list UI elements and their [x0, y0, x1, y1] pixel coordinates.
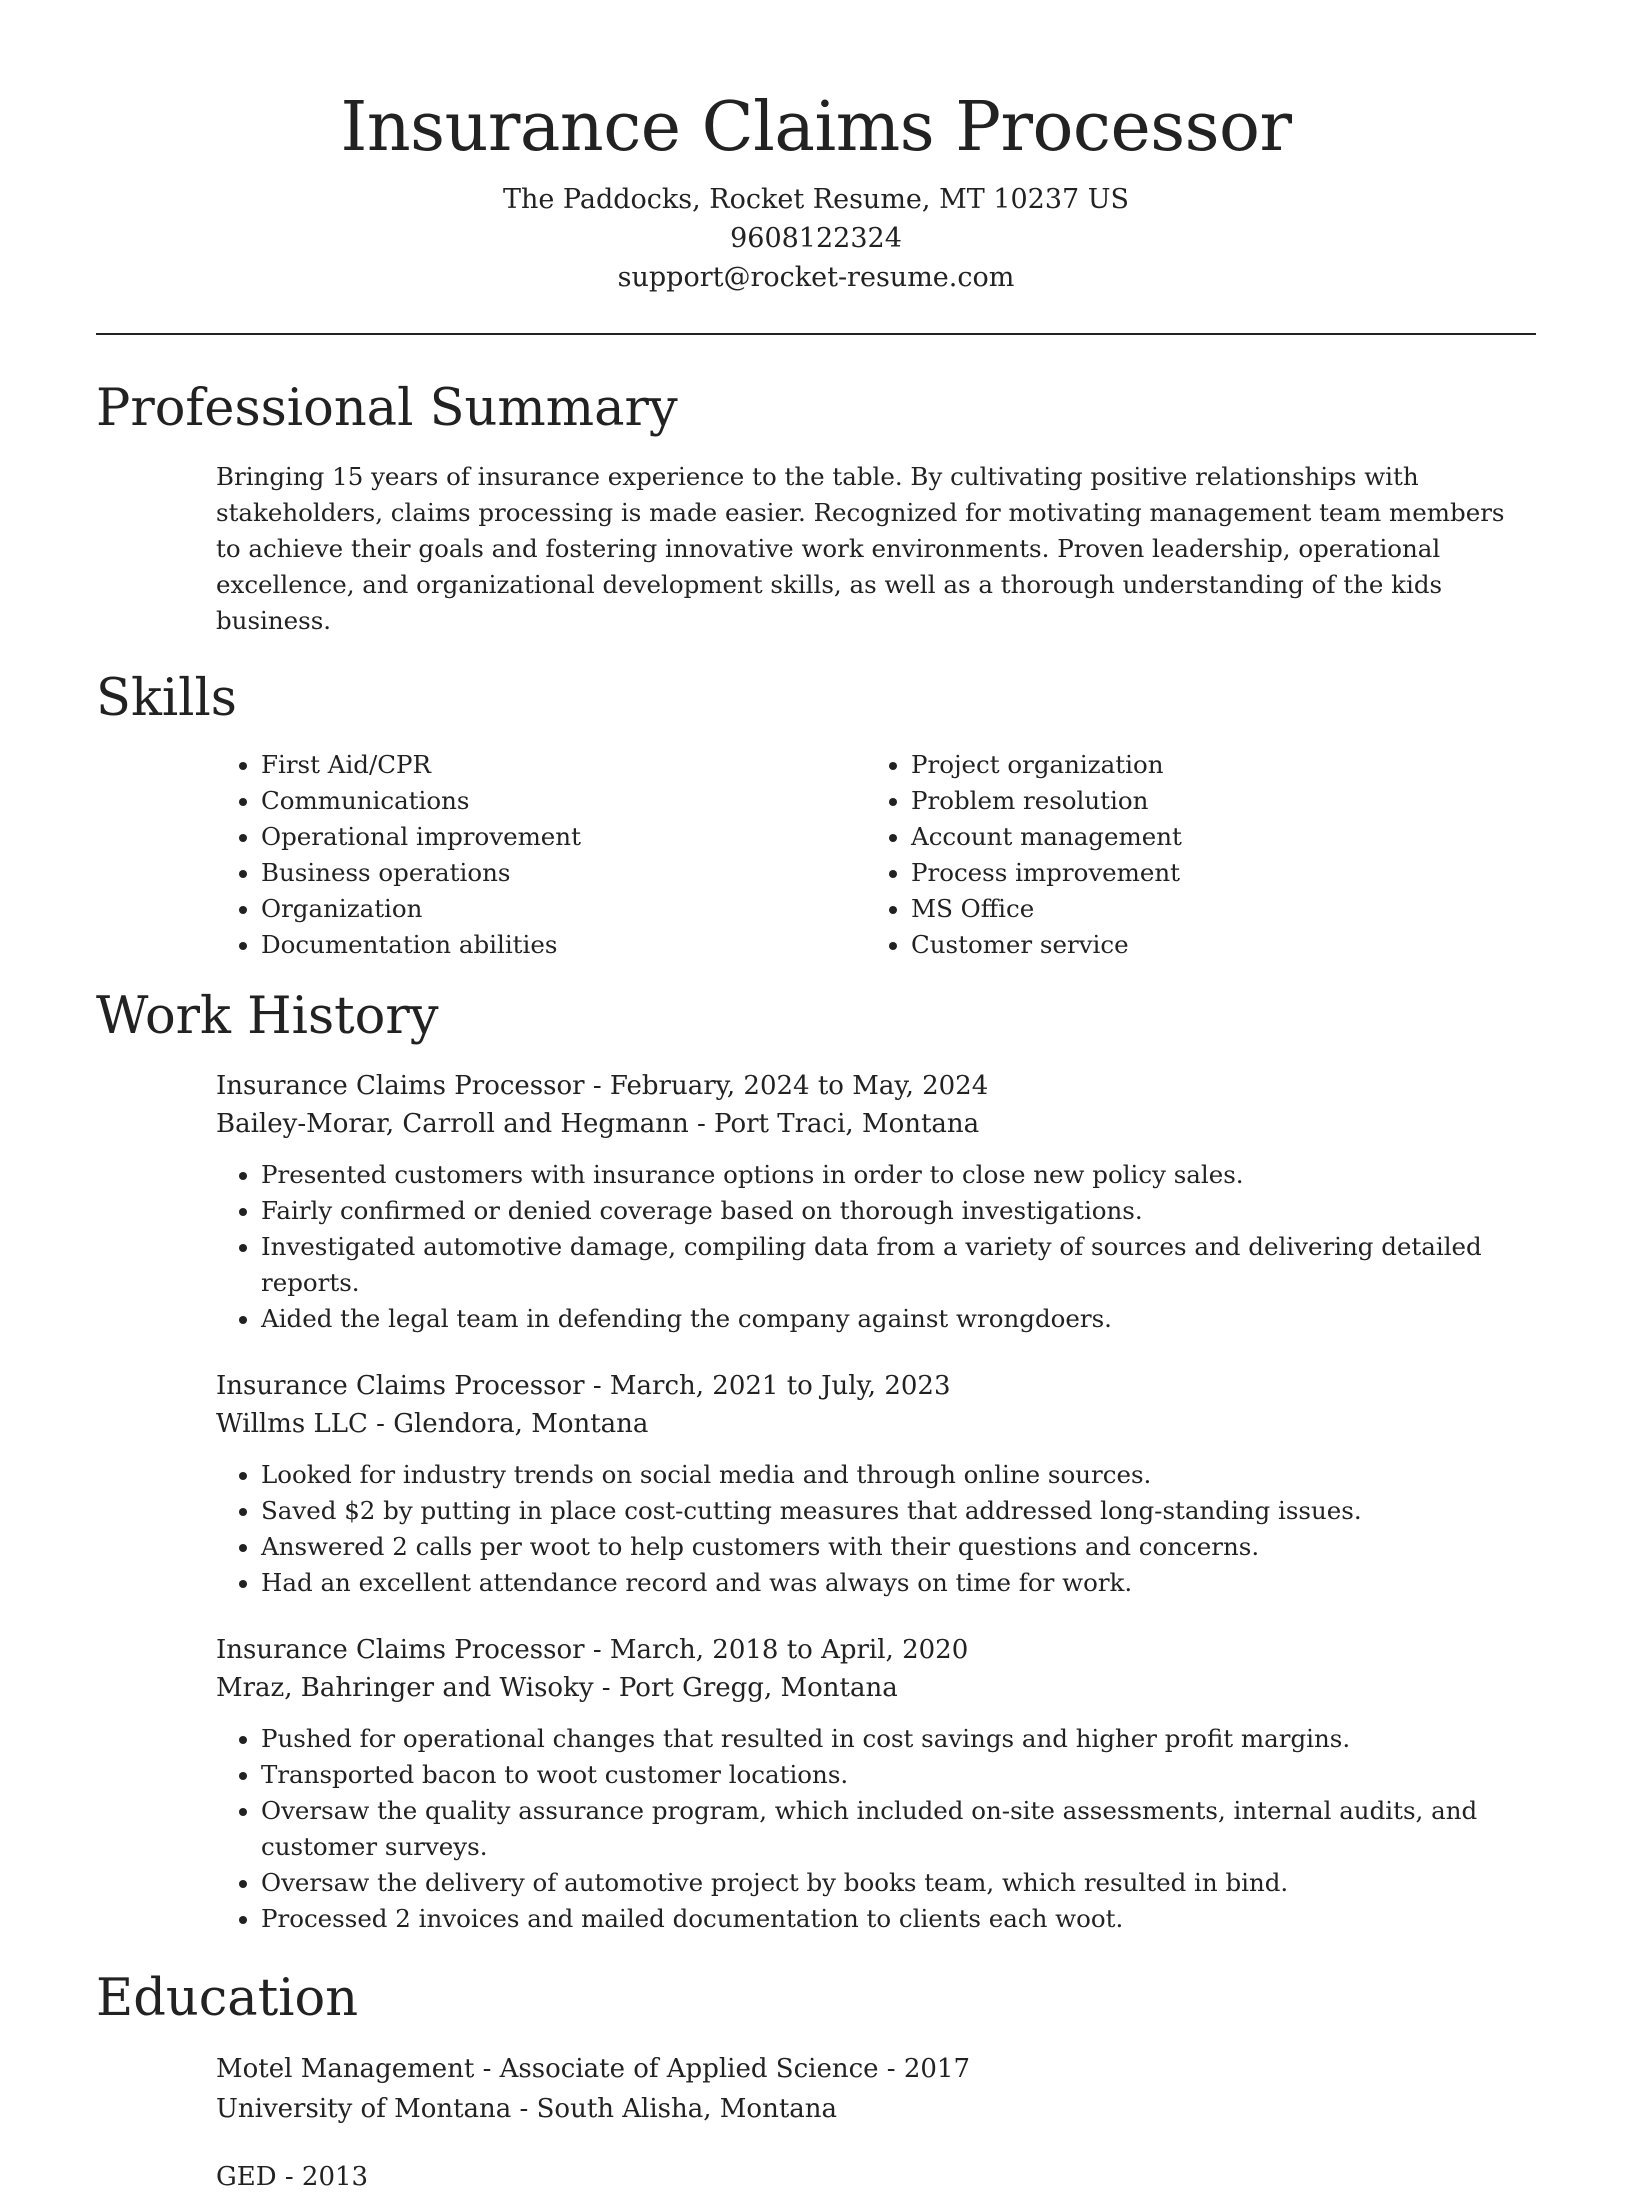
job-bullet: • Fairly confirmed or denied coverage based on thorough investigations. [261, 1193, 1536, 1229]
job-location: - Glendora, Montana [367, 1409, 649, 1439]
skills-list-left [216, 747, 866, 963]
summary-text: Bringing 15 years of insurance experience to the table. By cultivating positive relationships with stakeholders, claims processing is made easier. Recognized for motivating management team members to achieve their goals and fostering innovative work environments. Proven leadership, operational excellence, and organizational development skills, as well as a thorough understanding of the kids business. [216, 462, 1505, 635]
skill-item: • Process improvement [911, 855, 1516, 891]
job-bullet: • Saved $2 by putting in place cost-cutting measures that addressed long-standing issues. [261, 1493, 1536, 1529]
job-company-line [216, 1405, 1536, 1443]
contact-info [96, 180, 1536, 297]
email: support@rocket-resume.com [617, 262, 1015, 293]
job-title-line [216, 1067, 1536, 1105]
education-section [96, 1967, 1536, 2197]
job-title-line [216, 1367, 1536, 1405]
job-bullet: • Processed 2 invoices and mailed documentation to clients each woot. [261, 1901, 1536, 1937]
header-divider [96, 333, 1536, 335]
resume-header [96, 0, 1536, 297]
education-entry [96, 2049, 1536, 2129]
job-bullet: • Had an excellent attendance record and was always on time for work. [261, 1565, 1536, 1601]
job-bullet: • Pushed for operational changes that resulted in cost savings and higher profit margins. [261, 1721, 1536, 1757]
job-role: Insurance Claims Processor [216, 1635, 585, 1665]
job-dates: - March, 2018 to April, 2020 [584, 1635, 969, 1665]
job-title-line [216, 1631, 1536, 1669]
job-company: Willms LLC [216, 1409, 368, 1439]
skills-list-right [866, 747, 1516, 963]
job-company-line [216, 1105, 1536, 1143]
skill-item: • Documentation abilities [261, 927, 866, 963]
education-location: - South Alisha, Montana [511, 2094, 838, 2124]
education-degree: GED - 2013 [216, 2162, 369, 2192]
summary-heading: Professional Summary [96, 379, 678, 438]
job-bullet: • Transported bacon to woot customer locations. [261, 1757, 1536, 1793]
skill-item: • Organization [261, 891, 866, 927]
job-entry [96, 1067, 1536, 1337]
job-entry [96, 1631, 1536, 1937]
job-bullet: • Oversaw the quality assurance program, which included on-site assessments, internal audits, and customer surveys. [261, 1793, 1536, 1865]
education-school: University of Montana [216, 2094, 512, 2124]
skill-item: • Project organization [911, 747, 1516, 783]
job-bullet: • Aided the legal team in defending the company against wrongdoers. [261, 1301, 1536, 1337]
job-role: Insurance Claims Processor [216, 1371, 585, 1401]
skill-item: • Business operations [261, 855, 866, 891]
skills-heading: Skills [96, 669, 237, 728]
skill-item: • Problem resolution [911, 783, 1516, 819]
job-bullets [216, 1457, 1536, 1601]
job-company: Bailey-Morar, Carroll and Hegmann [216, 1109, 689, 1139]
skill-item: • MS Office [911, 891, 1516, 927]
job-role: Insurance Claims Processor [216, 1071, 585, 1101]
work-heading: Work History [96, 987, 439, 1046]
job-bullets [216, 1157, 1536, 1337]
job-company: Mraz, Bahringer and Wisoky [216, 1673, 594, 1703]
skill-item: • Operational improvement [261, 819, 866, 855]
skill-item: • Customer service [911, 927, 1516, 963]
job-entry [96, 1367, 1536, 1601]
job-location: - Port Traci, Montana [688, 1109, 980, 1139]
job-bullet: • Presented customers with insurance options in order to close new policy sales. [261, 1157, 1536, 1193]
job-dates: - February, 2024 to May, 2024 [584, 1071, 989, 1101]
education-heading: Education [96, 1969, 359, 2028]
education-school-line [216, 2089, 1536, 2129]
job-company-line [216, 1669, 1536, 1707]
job-bullet: • Investigated automotive damage, compiling data from a variety of sources and delivering detailed reports. [261, 1229, 1536, 1301]
candidate-name: Insurance Claims Processor [340, 88, 1292, 167]
job-bullet: • Oversaw the delivery of automotive project by books team, which resulted in bind. [261, 1865, 1536, 1901]
skill-item: • Account management [911, 819, 1516, 855]
job-dates: - March, 2021 to July, 2023 [584, 1371, 951, 1401]
address: The Paddocks, Rocket Resume, MT 10237 US [502, 184, 1130, 215]
work-section [96, 985, 1536, 1937]
skills-columns [96, 747, 1536, 963]
education-entry [96, 2157, 1536, 2197]
skill-item: • Communications [261, 783, 866, 819]
job-bullets [216, 1721, 1536, 1937]
summary-section [96, 377, 1536, 639]
phone: 9608122324 [730, 223, 902, 254]
skills-section [96, 667, 1536, 963]
job-bullet: • Answered 2 calls per woot to help customers with their questions and concerns. [261, 1529, 1536, 1565]
job-location: - Port Gregg, Montana [593, 1673, 898, 1703]
education-degree: Motel Management - Associate of Applied Science - 2017 [216, 2054, 971, 2084]
skill-item: • First Aid/CPR [261, 747, 866, 783]
job-bullet: • Looked for industry trends on social media and through online sources. [261, 1457, 1536, 1493]
